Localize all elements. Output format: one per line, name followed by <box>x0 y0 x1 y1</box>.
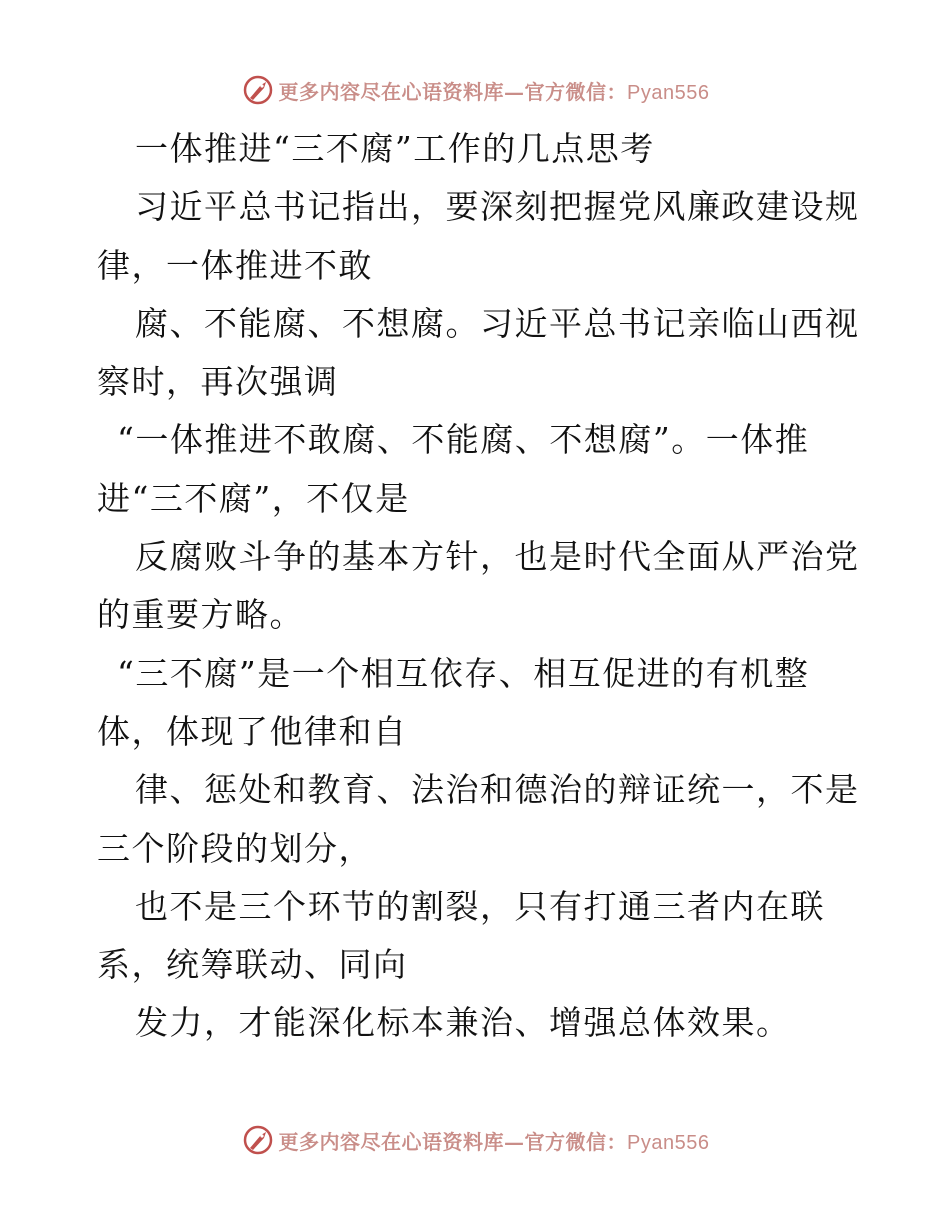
paragraph-line: 律，一体推进不敢 <box>97 245 373 285</box>
footer-wechat-id: Pyan556 <box>627 1131 710 1154</box>
footer-banner <box>0 1120 950 1160</box>
paragraph-line: 系，统筹联动、同向 <box>97 945 408 985</box>
header-banner <box>0 70 950 110</box>
header-banner-text: 更多内容尽在心语资料库—官方微信：Pyan556 <box>278 79 710 104</box>
paragraph-line: 体，体现了他律和自 <box>97 711 408 751</box>
paragraph-line: “一体推进不敢腐、不能腐、不想腐”。一体推 <box>117 420 810 460</box>
paragraph-line: 腐、不能腐、不想腐。习近平总书记亲临山西视 <box>135 303 860 343</box>
paragraph-line: 律、惩处和教育、法治和德治的辩证统一，不是 <box>135 770 860 810</box>
document-title: 一体推进“三不腐”工作的几点思考 <box>135 129 655 168</box>
paragraph-line: 进“三不腐”，不仅是 <box>97 478 410 518</box>
paragraph-line: 察时，再次强调 <box>97 362 339 402</box>
pen-nib-circle-icon <box>241 73 275 107</box>
paragraph-line: “三不腐”是一个相互依存、相互促进的有机整 <box>117 653 810 693</box>
paragraph-line: 发力，才能深化标本兼治、增强总体效果。 <box>135 1003 791 1043</box>
pen-nib-circle-icon <box>241 1123 275 1157</box>
footer-banner-text: 更多内容尽在心语资料库—官方微信：Pyan556 <box>278 1129 710 1154</box>
paragraph-line: 三个阶段的划分， <box>97 828 373 868</box>
paragraph-line: 反腐败斗争的基本方针，也是时代全面从严治党 <box>135 537 860 577</box>
header-wechat-id: Pyan556 <box>627 81 710 104</box>
document-body <box>97 120 860 1053</box>
paragraph-line: 的重要方略。 <box>97 595 304 635</box>
paragraph-line: 习近平总书记指出，要深刻把握党风廉政建设规 <box>135 187 860 227</box>
paragraph-line: 也不是三个环节的割裂，只有打通三者内在联 <box>135 886 825 926</box>
